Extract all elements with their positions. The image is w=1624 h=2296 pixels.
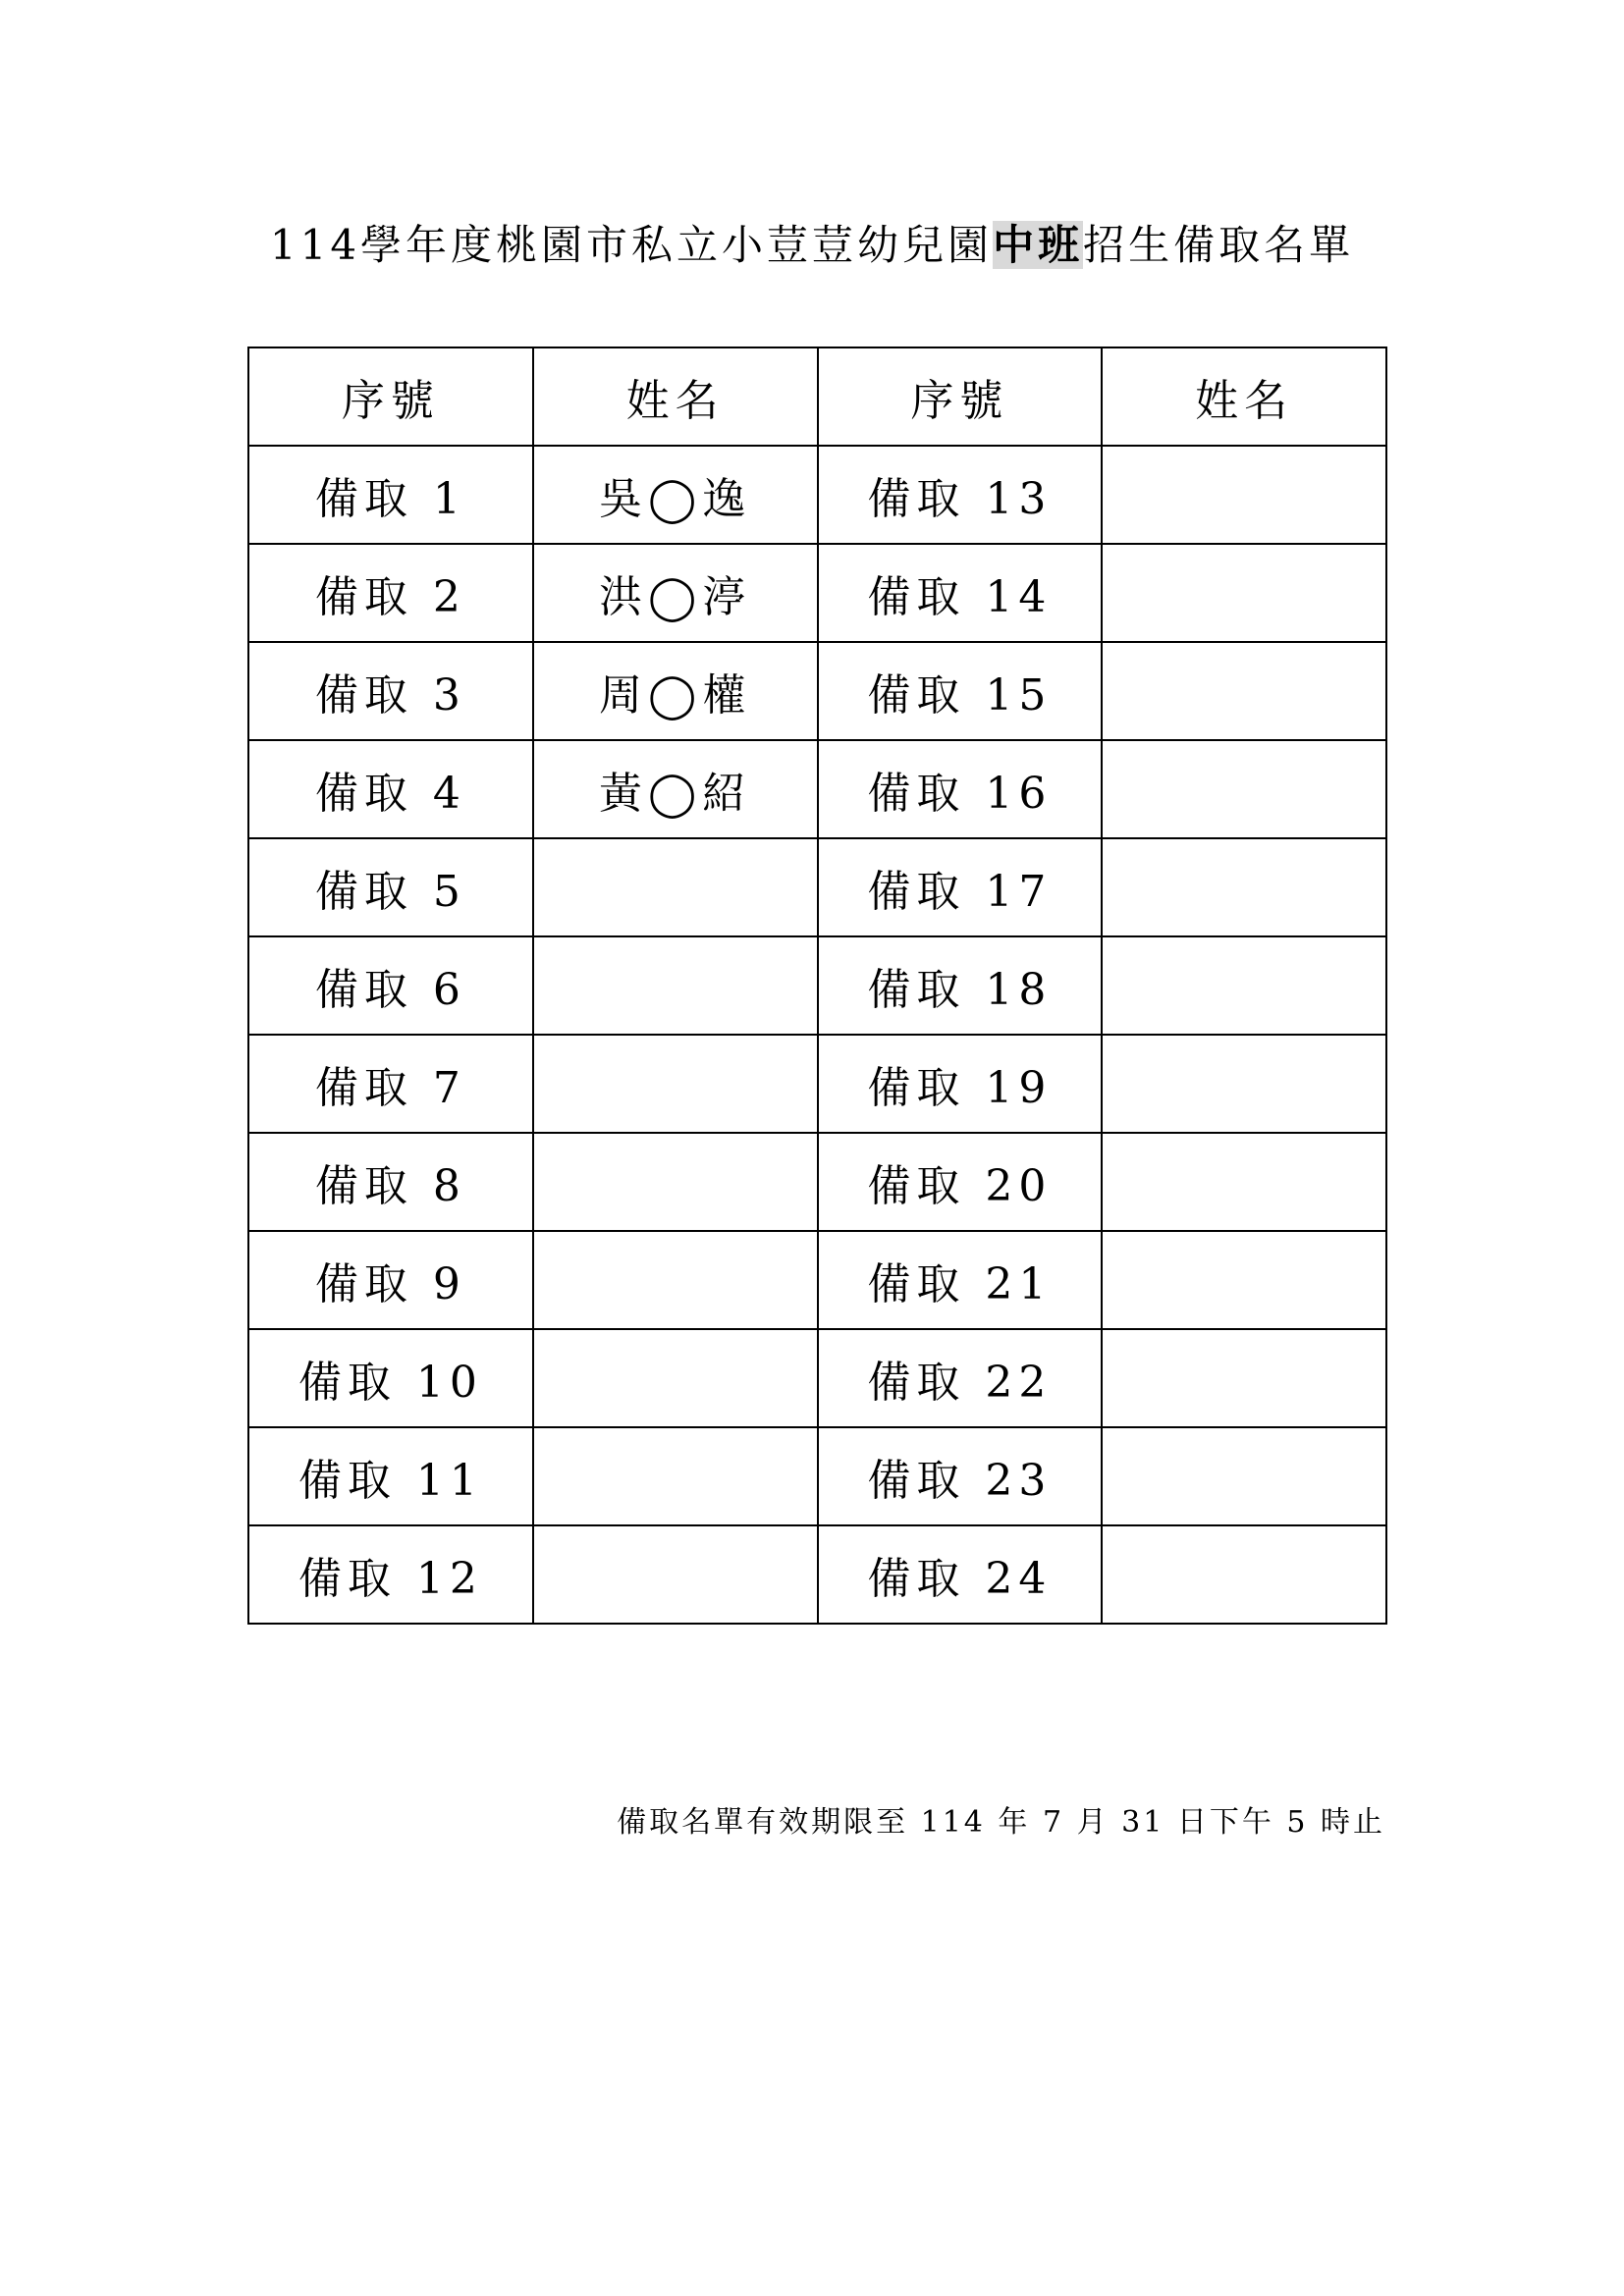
- name-cell: [1102, 838, 1386, 936]
- serial-cell: 備取 12: [248, 1525, 533, 1624]
- name-cell: [1102, 544, 1386, 642]
- serial-cell: 備取 23: [818, 1427, 1103, 1525]
- table-row: [248, 642, 1386, 740]
- table-row: [248, 936, 1386, 1035]
- table-row: [248, 740, 1386, 838]
- validity-note: 備取名單有效期限至 114 年 7 月 31 日下午 5 時止: [617, 1805, 1385, 1840]
- waitlist-table: [247, 347, 1387, 1625]
- name-cell: [1102, 936, 1386, 1035]
- name-cell: [533, 1329, 818, 1427]
- name-cell: 黃◯紹: [533, 740, 818, 838]
- serial-cell: 備取 4: [248, 740, 533, 838]
- serial-cell: 備取 2: [248, 544, 533, 642]
- table-row: [248, 446, 1386, 544]
- name-cell: [533, 936, 818, 1035]
- serial-cell: 備取 10: [248, 1329, 533, 1427]
- serial-cell: 備取 24: [818, 1525, 1103, 1624]
- name-cell: [533, 1035, 818, 1133]
- serial-cell: 備取 19: [818, 1035, 1103, 1133]
- name-cell: [533, 838, 818, 936]
- name-cell: [1102, 1133, 1386, 1231]
- document-title: [0, 214, 1624, 277]
- header-name-right: 姓名: [1102, 347, 1386, 446]
- header-name-left: 姓名: [533, 347, 818, 446]
- name-cell: [533, 1525, 818, 1624]
- serial-cell: 備取 5: [248, 838, 533, 936]
- serial-cell: 備取 18: [818, 936, 1103, 1035]
- table-row: [248, 544, 1386, 642]
- serial-cell: 備取 9: [248, 1231, 533, 1329]
- name-cell: 洪◯渟: [533, 544, 818, 642]
- serial-cell: 備取 8: [248, 1133, 533, 1231]
- table-header-row: [248, 347, 1386, 446]
- serial-cell: 備取 1: [248, 446, 533, 544]
- serial-cell: 備取 14: [818, 544, 1103, 642]
- name-cell: 周◯權: [533, 642, 818, 740]
- serial-cell: 備取 11: [248, 1427, 533, 1525]
- title-text-after: 招生備取名單: [1083, 221, 1355, 269]
- serial-cell: 備取 17: [818, 838, 1103, 936]
- name-cell: [533, 1133, 818, 1231]
- title-text-before: 114學年度桃園市私立小荳荳幼兒園: [269, 221, 994, 269]
- serial-cell: 備取 22: [818, 1329, 1103, 1427]
- serial-cell: 備取 15: [818, 642, 1103, 740]
- header-serial-right: 序號: [818, 347, 1103, 446]
- serial-cell: 備取 3: [248, 642, 533, 740]
- title-highlight-class: 中班: [993, 221, 1084, 269]
- serial-cell: 備取 16: [818, 740, 1103, 838]
- table-row: [248, 1329, 1386, 1427]
- name-cell: [533, 1231, 818, 1329]
- serial-cell: 備取 6: [248, 936, 533, 1035]
- table-row: [248, 838, 1386, 936]
- table-row: [248, 1231, 1386, 1329]
- name-cell: [533, 1427, 818, 1525]
- serial-cell: 備取 21: [818, 1231, 1103, 1329]
- name-cell: [1102, 446, 1386, 544]
- table-row: [248, 1427, 1386, 1525]
- table-row: [248, 1035, 1386, 1133]
- name-cell: [1102, 1329, 1386, 1427]
- name-cell: [1102, 1231, 1386, 1329]
- serial-cell: 備取 13: [818, 446, 1103, 544]
- name-cell: [1102, 740, 1386, 838]
- serial-cell: 備取 20: [818, 1133, 1103, 1231]
- table-row: [248, 1133, 1386, 1231]
- name-cell: [1102, 1427, 1386, 1525]
- name-cell: [1102, 1525, 1386, 1624]
- serial-cell: 備取 7: [248, 1035, 533, 1133]
- name-cell: 吳◯逸: [533, 446, 818, 544]
- name-cell: [1102, 642, 1386, 740]
- table-row: [248, 1525, 1386, 1624]
- name-cell: [1102, 1035, 1386, 1133]
- header-serial-left: 序號: [248, 347, 533, 446]
